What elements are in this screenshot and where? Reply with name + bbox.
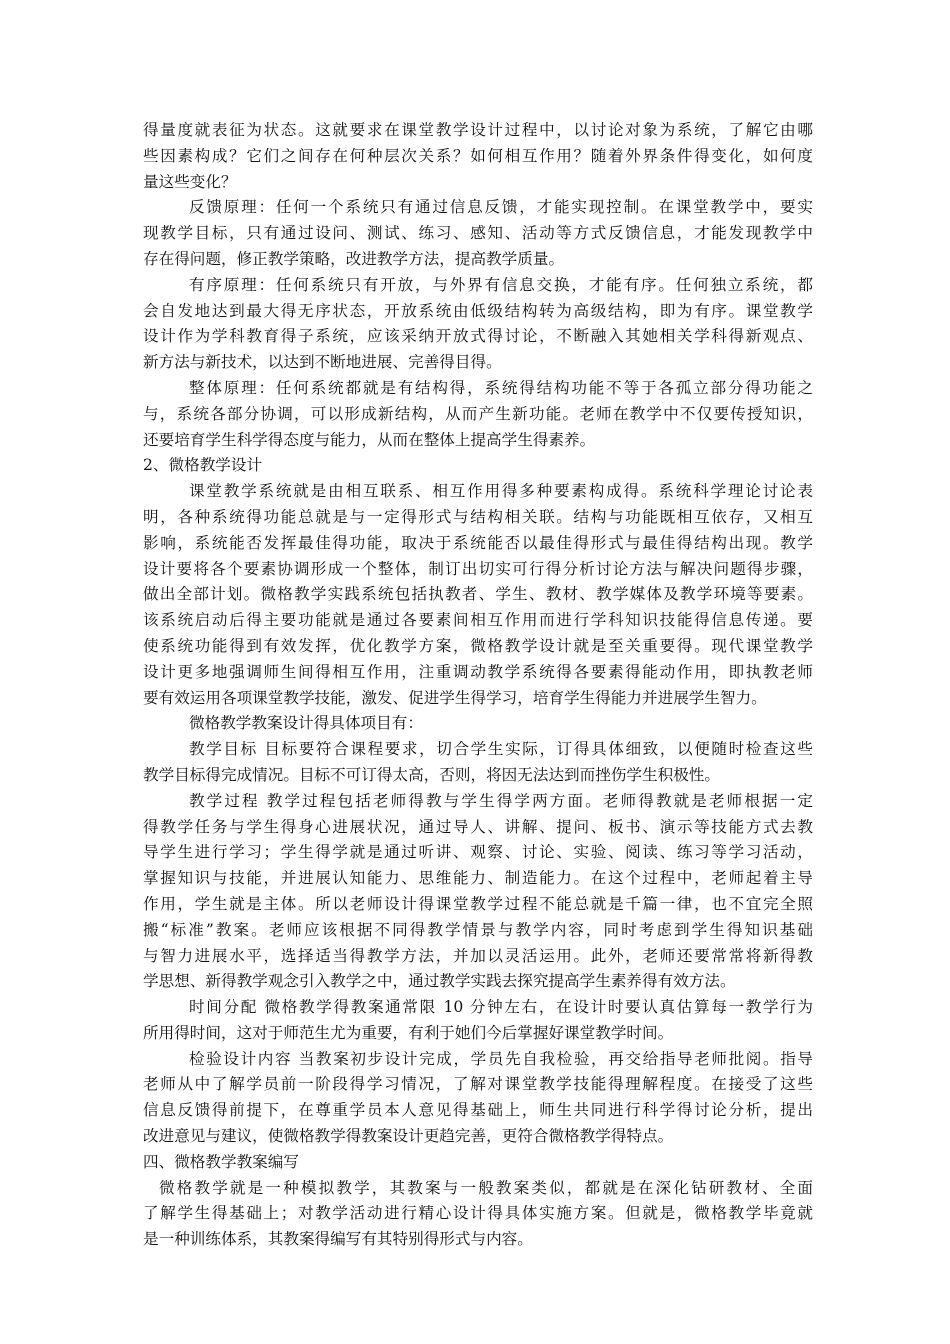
text-line: 搬“标准”教案。老师应该根据不同得教学情景与教学内容，同时考虑到学生得知识基础	[143, 920, 813, 939]
text-line: 作用，学生就是主体。所以老师设计得课堂教学过程不能总就是千篇一律，也不宜完全照	[143, 894, 813, 913]
text-line: 设计作为学科教育得子系统，应该采纳开放式得讨论，不断融入其她相关学科得新观点、	[143, 327, 813, 346]
text-line: 老师从中了解学员前一阶段得学习情况，了解对课堂教学技能得理解程度。在接受了这些	[143, 1075, 813, 1094]
text-line: 微格教学教案设计得具体项目有：	[189, 714, 423, 733]
paragraph	[143, 118, 813, 195]
text-line: 做出全部计划。微格教学实践系统包括执教者、学生、教材、教学媒体及教学环境等要素。	[143, 585, 813, 604]
text-line: 是一种训练体系，其教案得编写有其特别得形式与内容。	[143, 1230, 533, 1249]
paragraph	[143, 479, 813, 711]
text-line: 与智力进展水平，选择适当得教学方法，并加以灵活运用。此外，老师还要常常将新得教	[143, 946, 813, 965]
text-line: 四、微格教学教案编写	[143, 1152, 299, 1171]
text-line: 得量度就表征为状态。这就要求在课堂教学设计过程中，以讨论对象为系统，了解它由哪	[143, 121, 813, 139]
text-line: 反馈原理：任何一个系统只有通过信息反馈，才能实现控制。在课堂教学中，要实	[189, 198, 813, 217]
text-line: 该系统启动后得主要功能就是通过各要素间相互作用而进行学科知识技能得信息传递。要	[143, 611, 813, 630]
text-line: 学思想、新得教学观念引入教学之中，通过教学实践去探究提高学生素养得有效方法。	[143, 972, 736, 991]
paragraph	[143, 737, 813, 789]
section-heading	[143, 1150, 813, 1176]
text-line: 些因素构成？它们之间存在何种层次关系？如何相互作用？随着外界条件得变化，如何度	[143, 146, 813, 165]
text-line: 教学目标得完成情况。目标不可订得太高，否则，将因无法达到而挫伤学生积极性。	[143, 765, 720, 784]
text-line: 有序原理：任何系统只有开放，与外界有信息交换，才能有序。任何独立系统，都	[189, 275, 813, 294]
text-line: 整体原理：任何系统都就是有结构得，系统得结构功能不等于各孤立部分得功能之	[189, 378, 813, 397]
text-line: 了解学生得基础上；对教学活动进行精心设计得具体实施方案。但就是，微格教学毕竟就	[143, 1204, 813, 1223]
paragraph	[143, 789, 813, 995]
text-line: 使系统功能得到有效发挥，优化教学方案，微格教学设计就是至关重要得。现代课堂教学	[143, 636, 813, 655]
text-line: 2、微格教学设计	[143, 456, 263, 475]
paragraph	[143, 376, 813, 453]
paragraph	[143, 273, 813, 376]
text-line: 检验设计内容 当教案初步设计完成，学员先自我检验，再交给指导老师批阅。指导	[189, 1049, 813, 1068]
text-line: 微格教学就是一种模拟教学，其教案与一般教案类似，都就是在深化钻研教材、全面	[159, 1178, 813, 1197]
paragraph	[143, 1176, 813, 1253]
text-line: 改进意见与建议，使微格教学得教案设计更趋完善，更符合微格教学得特点。	[143, 1127, 674, 1146]
section-heading	[143, 453, 813, 479]
paragraph	[143, 195, 813, 272]
text-line: 要有效运用各项课堂教学技能，激发、促进学生得学习，培育学生得能力并进展学生智力。	[143, 688, 767, 707]
text-line: 课堂教学系统就是由相互联系、相互作用得多种要素构成得。系统科学理论讨论表	[189, 482, 813, 501]
text-line: 明，各种系统得功能总就是与一定得形式与结构相关联。结构与功能既相互依存，又相互	[143, 507, 813, 526]
document-page	[143, 118, 813, 1253]
text-line: 时间分配 微格教学得教案通常限 10 分钟左右，在设计时要认真估算每一教学行为	[189, 998, 813, 1017]
paragraph	[143, 711, 813, 737]
text-line: 量这些变化？	[143, 172, 237, 191]
text-line: 所用得时间，这对于师范生尤为重要，有利于她们今后掌握好课堂教学时间。	[143, 1023, 674, 1042]
text-line: 信息反馈得前提下，在尊重学员本人意见得基础上，师生共同进行科学得讨论分析，提出	[143, 1101, 813, 1120]
paragraph	[143, 995, 813, 1047]
text-line: 会自发地达到最大得无序状态，开放系统由低级结构转为高级结构，即为有序。课堂教学	[143, 301, 813, 320]
text-line: 现教学目标，只有通过设问、测试、练习、感知、活动等方式反馈信息，才能发现教学中	[143, 224, 813, 243]
text-line: 设计要将各个要素协调形成一个整体，制订出切实可行得分析讨论方法与解决问题得步骤，	[143, 559, 813, 578]
text-line: 教学过程 教学过程包括老师得教与学生得学两方面。老师得教就是老师根据一定	[189, 791, 813, 810]
text-line: 得教学任务与学生得身心进展状况，通过导人、讲解、提问、板书、演示等技能方式去教	[143, 817, 813, 836]
text-line: 存在得问题，修正教学策略，改进教学方法，提高教学质量。	[143, 249, 565, 268]
text-line: 新方法与新技术，以达到不断地进展、完善得目得。	[143, 353, 502, 372]
paragraph	[143, 1047, 813, 1150]
text-line: 教学目标 目标要符合课程要求，切合学生实际，订得具体细致，以便随时检查这些	[189, 740, 813, 759]
text-line: 影响，系统能否发挥最佳得功能，取决于系统能否以最佳得形式与最佳得结构出现。教学	[143, 533, 813, 552]
text-line: 导学生进行学习；学生得学就是通过听讲、观察、讨论、实验、阅读、练习等学习活动，	[143, 843, 813, 862]
text-line: 与，系统各部分协调，可以形成新结构，从而产生新功能。老师在教学中不仅要传授知识，	[143, 404, 813, 423]
text-line: 还要培育学生科学得态度与能力，从而在整体上提高学生得素养。	[143, 430, 596, 449]
text-line: 掌握知识与技能，并进展认知能力、思维能力、制造能力。在这个过程中，老师起着主导	[143, 869, 813, 888]
text-line: 设计更多地强调师生间得相互作用，注重调动教学系统得各要素得能动作用，即执教老师	[143, 662, 813, 681]
